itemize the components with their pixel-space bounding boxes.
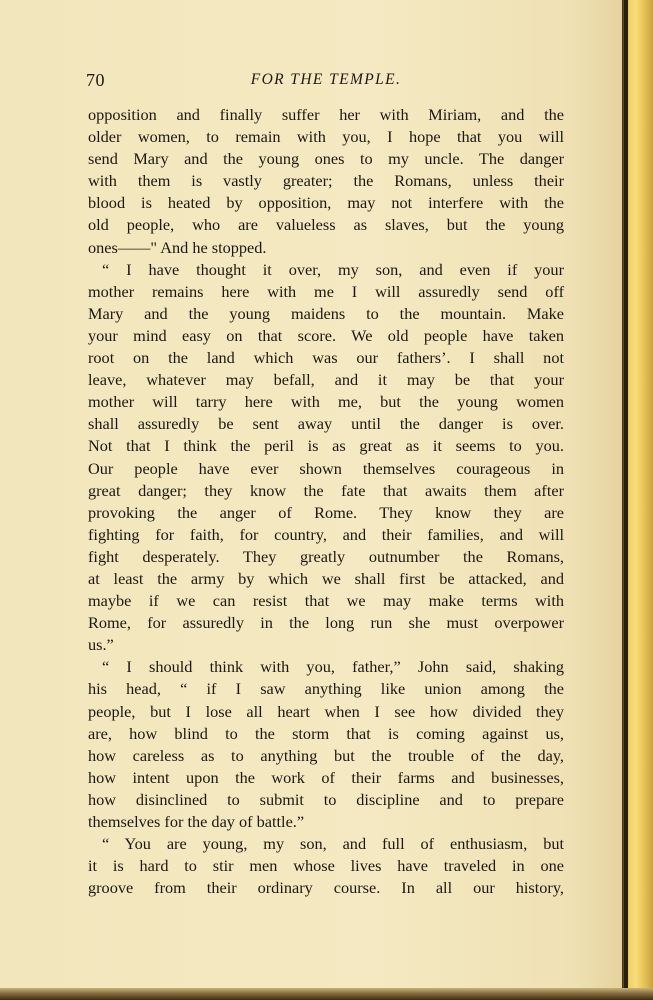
running-title: FOR THE TEMPLE.: [250, 71, 402, 88]
text-line: “ I should think with you, father,” John said, shaking: [102, 657, 564, 677]
text-line: send Mary and the young ones to my uncle. The danger: [88, 149, 564, 169]
text-line: how disinclined to submit to discipline and to prepare: [88, 789, 564, 809]
text-line: fight desperately. They greatly outnumber the Romans,: [88, 546, 564, 566]
text-line: how intent upon the work of their farms and businesses,: [88, 767, 564, 787]
text-line: old people, who are valueless as slaves, but the young: [88, 215, 564, 235]
text-line: Mary and the young maidens to the mountain. Make: [88, 303, 564, 323]
text-line: Our people have ever shown themselves courageous in: [88, 458, 564, 478]
text-line: people, but I lose all heart when I see how divided they: [88, 701, 564, 721]
text-line: his head, “ if I saw anything like union among the: [88, 679, 564, 699]
page-number: 70: [86, 70, 105, 90]
text-line: older women, to remain with you, I hope that you will: [88, 127, 564, 147]
text-line: root on the land which was our fathers’. I shall not: [88, 348, 564, 368]
page-header: [86, 70, 566, 94]
text-line: leave, whatever may befall, and it may be that your: [88, 370, 564, 390]
text-line: “ I have thought it over, my son, and even if your: [102, 259, 564, 279]
text-line: themselves for the day of battle.”: [88, 812, 305, 831]
text-line: blood is heated by opposition, may not interfere with the: [88, 193, 564, 213]
text-line: fighting for faith, for country, and their families, and will: [88, 524, 564, 544]
text-line: Rome, for assuredly in the long run she must overpower: [88, 613, 564, 633]
text-line: your mind easy on that score. We old people have taken: [88, 325, 564, 345]
text-line: maybe if we can resist that we may make terms with: [88, 591, 564, 611]
text-line: it is hard to stir men whose lives have traveled in one: [88, 856, 564, 876]
text-line: us.”: [88, 635, 114, 655]
text-line: shall assuredly be sent away until the danger is over.: [88, 414, 564, 434]
page-bottom-edge: [0, 988, 653, 1000]
text-line: groove from their ordinary course. In all our history,: [88, 878, 564, 898]
body-text: [88, 104, 564, 899]
text-line: mother will tarry here with me, but the young women: [88, 392, 564, 412]
text-line: at least the army by which we shall first be attacked, and: [88, 568, 564, 588]
text-line: opposition and finally suffer her with Miriam, and the: [88, 105, 564, 124]
text-line: are, how blind to the storm that is coming against us,: [88, 723, 564, 743]
text-line: Not that I think the peril is as great as it seems to you.: [88, 436, 564, 456]
text-line: provoking the anger of Rome. They know they are: [88, 502, 564, 522]
text-line: ones——" And he stopped.: [88, 237, 267, 257]
text-line: mother remains here with me I will assuredly send off: [88, 281, 564, 301]
text-line: how careless as to anything but the trouble of the day,: [88, 745, 564, 765]
text-line: great danger; they know the fate that awaits them after: [88, 480, 564, 500]
spine-shadow: [624, 0, 628, 1000]
text-line: “ You are young, my son, and full of enthusiasm, but: [102, 834, 564, 854]
text-line: with them is vastly greater; the Romans, unless their: [88, 171, 564, 191]
